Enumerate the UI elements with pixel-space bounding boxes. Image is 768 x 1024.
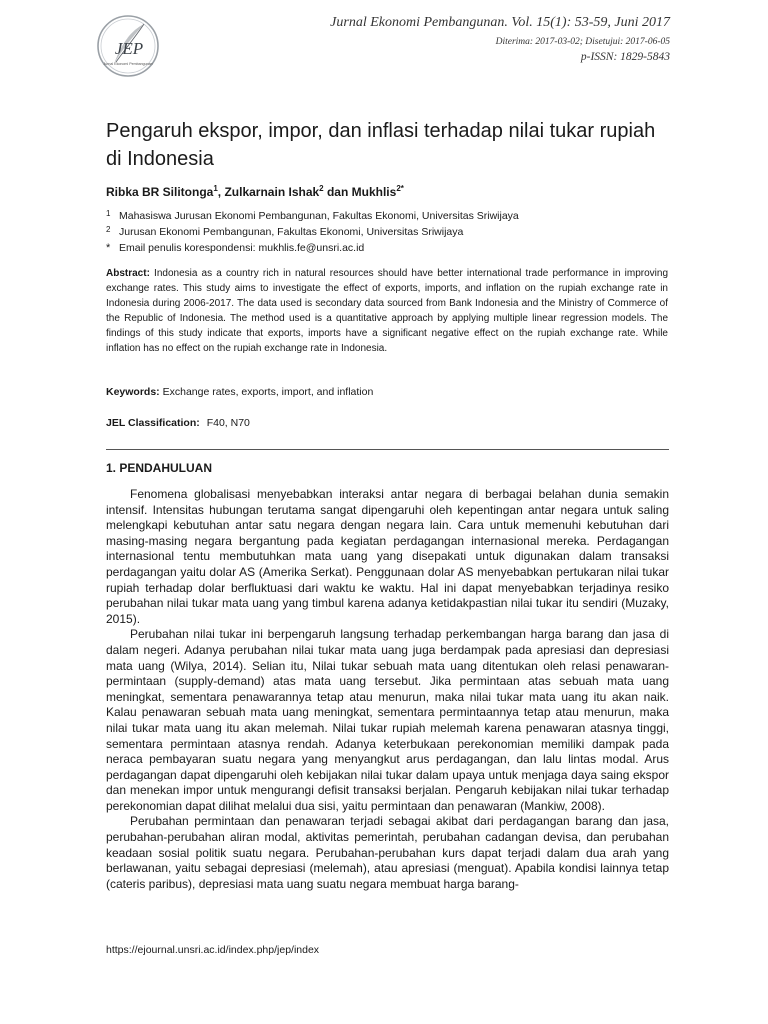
jel-label: JEL Classification: — [106, 417, 200, 429]
affiliation-mark: * — [106, 242, 111, 254]
paragraph: Fenomena globalisasi menyebabkan interaksi antar negara di berbagai belahan dunia semakin intensif. Intensitas hubungan terutama sangat dipengaruhi oleh kepentingan antar negara untuk saling melengkapi kebutuhan antar satu negara dengan negara lain. Cara untuk memenuhi kebutuhan dari masing-masing negara bergantung pada kegiatan perdagangan internasional mereka. Perdagangan internasional tentu membutuhkan mata uang yang disepakati untuk digunakan dalam transaksi perdagangan yaitu dolar AS (Amerika Serkat). Penggunaan dolar AS menyebabkan pertukaran nilai tukar rupiah terhadap dolar berfluktuasi dari waktu ke waktu. Hal ini dapat menyebabkan terjadinya resiko perubahan nilai tukar mata uang yang timbul karena adanya ketidakpastian nilai tukar itu sendiri (Muzaky, 2015). — [106, 487, 669, 626]
abstract-text: Indonesia as a country rich in natural resources should have better international trade performance in improving exchange rates. This study aims to investigate the effect of exports, imports, and inflation on the rupiah exchange rate in Indonesia during 2006-2017. The data used is secondary data sourced from Bank Indonesia and the Ministry of Commerce of the Republic of Indonesia. The method used is a quantitative approach by applying multiple linear regression models. The findings of this study indicate that exports, imports have a significant negative effect on the rupiah exchange rate. While inflation has no effect on the rupiah exchange rate in Indonesia. — [106, 268, 669, 354]
author-list — [106, 184, 404, 199]
affiliations — [106, 208, 519, 256]
journal-citation: Jurnal Ekonomi Pembangunan. Vol. 15(1): 53-59, Juni 2017 — [330, 15, 670, 30]
logo-subtext: Jurnal Ekonomi Pembangunan — [103, 62, 153, 66]
affiliation-mark: 2 — [106, 225, 111, 234]
affiliation-item — [106, 240, 519, 256]
jel-classification — [106, 417, 250, 429]
author-sup: 2* — [396, 184, 404, 193]
author-separator: dan — [323, 185, 352, 199]
affiliation-text: Jurusan Ekonomi Pembangunan, Fakultas Ekonomi, Universitas Sriwijaya — [119, 226, 464, 238]
keywords-label: Keywords: — [106, 386, 160, 398]
affiliation-text: Mahasiswa Jurusan Ekonomi Pembangunan, Fakultas Ekonomi, Universitas Sriwijaya — [119, 210, 519, 222]
keywords-text: Exchange rates, exports, import, and inflation — [162, 386, 374, 398]
affiliation-mark: 1 — [106, 209, 111, 218]
journal-logo — [96, 14, 160, 78]
issn: p-ISSN: 1829-5843 — [580, 51, 670, 63]
author-separator: , — [217, 185, 225, 199]
article-title: Pengaruh ekspor, impor, dan inflasi terhadap nilai tukar rupiah di Indonesia — [106, 120, 656, 170]
section-heading: 1. PENDAHULUAN — [106, 461, 213, 475]
affiliation-item — [106, 224, 519, 240]
author-sup: 2 — [319, 184, 324, 193]
abstract-label: Abstract: — [106, 268, 150, 279]
author-sup: 1 — [213, 184, 218, 193]
journal-url-link[interactable]: https://ejournal.unsri.ac.id/index.php/jep/index — [106, 944, 320, 956]
author-name: Mukhlis — [351, 185, 397, 199]
jel-text: F40, N70 — [206, 417, 250, 429]
affiliation-item — [106, 208, 519, 224]
corresponding-email: Email penulis korespondensi: mukhlis.fe@unsri.ac.id — [119, 242, 365, 254]
body-text — [106, 487, 669, 892]
feather-icon — [96, 14, 160, 78]
author-name: Zulkarnain Ishak — [224, 185, 320, 199]
logo-text: JEP — [114, 39, 144, 58]
section-divider — [106, 449, 669, 450]
paragraph: Perubahan nilai tukar ini berpengaruh langsung terhadap perkembangan harga barang dan jasa di dalam negeri. Adanya perubahan nilai tukar mata uang juga berdampak pada apresiasi dan depresiasi mata uang (Wilya, 2014). Selian itu, Nilai tukar sebuah mata uang ditentukan oleh relasi penawaran-permintaan (supply-demand) atas mata uang tersebut. Jika permintaan atas sebuah mata uang meningkat, sementara penawarannya tetap atau menurun, maka nilai tukar mata uang itu akan naik. Kalau penawaran sebuah mata uang meningkat, sementara permintaannya tetap atau menurun, maka nilai tukar mata uang itu akan melemah. Nilai tukar rupiah melemah karena penawaran atasnya tinggi, sementara permintaan atasnya rendah. Adanya keterbukaan perekonomian memiliki dampak pada neraca pembayaran suatu negara yang menyangkut arus perdagangan, dan lalu lintas modal. Arus perdagangan dapat dipengaruhi oleh kebijakan nilai tukar dalam upaya untuk menjaga daya saing ekspor dan menekan impor untuk mengurangi defisit transaksi berjalan. Pengaruh kebijakan nilai tukar terhadap perekonomian dapat dilihat melalui dua sisi, yaitu permintaan dan penawaran (Mankiw, 2008). — [106, 627, 669, 813]
keywords — [106, 386, 373, 398]
submission-dates: Diterima: 2017-03-02; Disetujui: 2017-06-05 — [495, 37, 670, 47]
paragraph: Perubahan permintaan dan penawaran terjadi sebagai akibat dari perdagangan barang dan jasa, perubahan-perubahan aliran modal, aktivitas pemerintah, perubahan cadangan devisa, dan perubahan keadaan sosial politik suatu negara. Perubahan-perubahan kurs dapat terjadi dalam dua arah yang berlawanan, yaitu sebagai depresiasi (melemah), atau apresiasi (menguat). Apabila kondisi lainnya tetap (cateris paribus), depresiasi mata uang suatu negara membuat harga barang- — [106, 814, 669, 891]
author-name: Ribka BR Silitonga — [106, 185, 214, 199]
abstract — [106, 266, 668, 356]
